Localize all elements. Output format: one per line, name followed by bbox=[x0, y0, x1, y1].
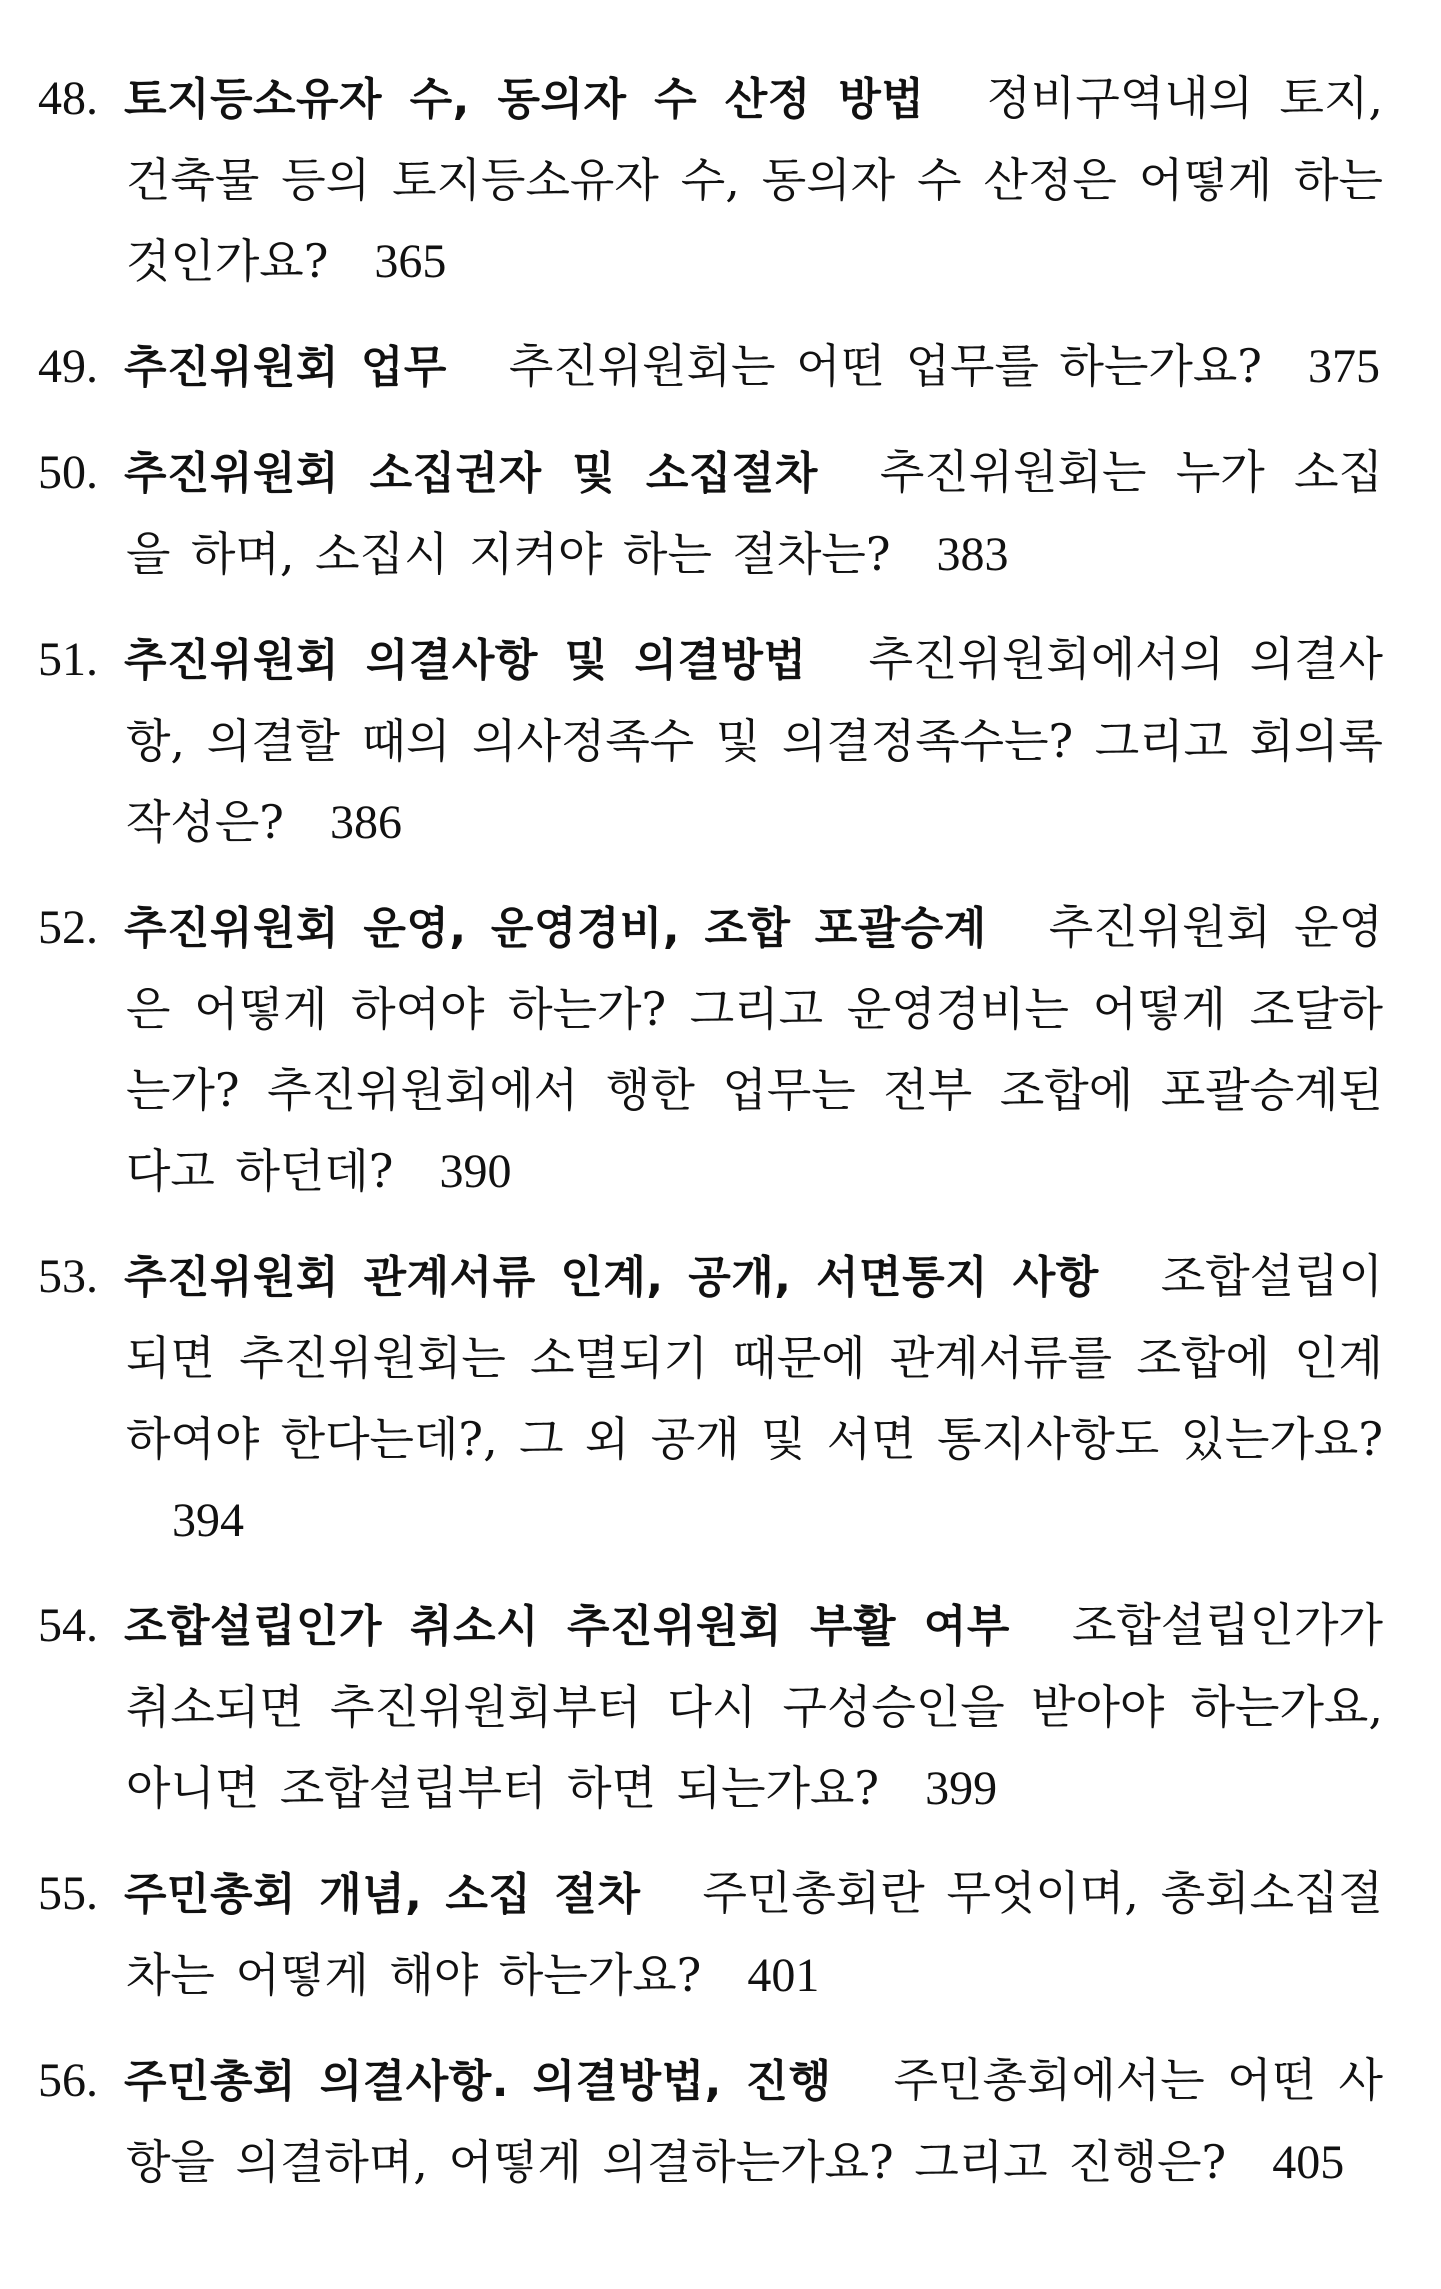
entry-title: 토지등소유자 수, 동의자 수 산정 방법 bbox=[124, 74, 925, 125]
entry-page-number: 399 bbox=[925, 1762, 998, 1815]
toc-entry-51 bbox=[38, 619, 1383, 863]
toc-entry-52 bbox=[38, 887, 1383, 1212]
entry-page-number: 386 bbox=[329, 796, 402, 849]
entry-number: 52. bbox=[38, 901, 98, 954]
entry-description: 추진위원회 운영은 어떻게 하여야 하는가? 그리고 운영경비는 어떻게 조달하는가? 추진위원회에서 행한 업무는 전부 조합에 포괄승계된다고 하던데? bbox=[126, 900, 1383, 1198]
entry-number: 53. bbox=[38, 1250, 98, 1303]
entry-title: 주민총회 의결사항. 의결방법, 진행 bbox=[124, 2056, 832, 2107]
entry-number: 56. bbox=[38, 2054, 98, 2107]
entry-page-number: 390 bbox=[439, 1145, 512, 1198]
entry-number: 48. bbox=[38, 72, 98, 125]
entry-title: 주민총회 개념, 소집 절차 bbox=[124, 1869, 641, 1920]
toc-entry-56 bbox=[38, 2040, 1383, 2203]
entry-description: 추진위원회는 누가 소집을 하며, 소집시 지켜야 하는 절차는? bbox=[126, 445, 1383, 581]
entry-title: 추진위원회 운영, 운영경비, 조합 포괄승계 bbox=[124, 903, 987, 954]
entry-number: 51. bbox=[38, 633, 98, 686]
table-of-contents bbox=[38, 58, 1383, 2227]
entry-number: 55. bbox=[38, 1867, 98, 1920]
entry-title: 추진위원회 의결사항 및 의결방법 bbox=[124, 635, 807, 686]
toc-entry-50 bbox=[38, 432, 1383, 595]
entry-description: 조합설립인가가 취소되면 추진위원회부터 다시 구성승인을 받아야 하는가요, 아니면 조합설립부터 하면 되는가요? bbox=[126, 1598, 1383, 1815]
toc-entry-54 bbox=[38, 1585, 1383, 1829]
entry-title: 추진위원회 소집권자 및 소집절차 bbox=[124, 448, 818, 499]
entry-page-number: 394 bbox=[172, 1494, 244, 1547]
entry-description: 추진위원회는 어떤 업무를 하는가요? bbox=[508, 339, 1262, 393]
entry-title: 추진위원회 관계서류 인계, 공개, 서면통지 사항 bbox=[124, 1252, 1099, 1303]
entry-description: 추진위원회에서의 의결사항, 의결할 때의 의사정족수 및 의결정족수는? 그리고 회의록 작성은? bbox=[126, 632, 1383, 849]
entry-description: 주민총회에서는 어떤 사항을 의결하며, 어떻게 의결하는가요? 그리고 진행은? bbox=[126, 2053, 1383, 2189]
toc-entry-53 bbox=[38, 1236, 1383, 1561]
entry-number: 49. bbox=[38, 340, 98, 393]
entry-title: 조합설립인가 취소시 추진위원회 부활 여부 bbox=[124, 1601, 1010, 1652]
entry-title: 추진위원회 업무 bbox=[124, 342, 447, 393]
entry-page-number: 405 bbox=[1272, 2136, 1345, 2189]
entry-page-number: 365 bbox=[374, 235, 447, 288]
entry-page-number: 383 bbox=[936, 528, 1009, 581]
entry-description: 조합설립이 되면 추진위원회는 소멸되기 때문에 관계서류를 조합에 인계하여야 한다는데?, 그 외 공개 및 서면 통지사항도 있는가요? bbox=[126, 1249, 1383, 1466]
entry-description: 주민총회란 무엇이며, 총회소집절차는 어떻게 해야 하는가요? bbox=[126, 1866, 1383, 2002]
entry-page-number: 375 bbox=[1307, 340, 1380, 393]
toc-entry-48 bbox=[38, 58, 1383, 302]
entry-description: 정비구역내의 토지, 건축물 등의 토지등소유자 수, 동의자 수 산정은 어떻게 하는 것인가요? bbox=[126, 71, 1384, 288]
toc-entry-49 bbox=[38, 326, 1383, 408]
entry-number: 54. bbox=[38, 1599, 98, 1652]
toc-entry-55 bbox=[38, 1853, 1383, 2016]
entry-page-number: 401 bbox=[747, 1949, 820, 2002]
entry-number: 50. bbox=[38, 446, 98, 499]
